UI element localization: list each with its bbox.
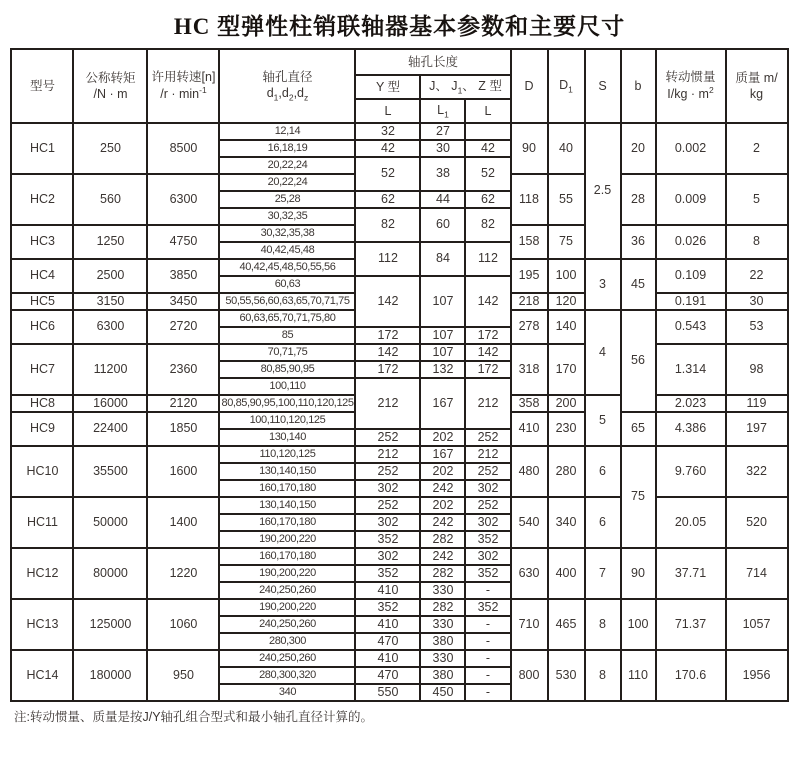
diameter-cell: 240,250,260 xyxy=(219,582,355,599)
table-cell: 20.05 xyxy=(656,497,726,548)
table-cell: 530 xyxy=(548,650,585,701)
table-cell: 158 xyxy=(511,225,548,259)
table-cell: 167 xyxy=(420,378,465,429)
col-header-mass: 质量 m/ kg xyxy=(726,49,788,123)
table-cell: 90 xyxy=(621,548,656,599)
model-cell: HC3 xyxy=(11,225,73,259)
col-header-D: D xyxy=(511,49,548,123)
table-cell: 62 xyxy=(465,191,510,208)
table-cell: 45 xyxy=(621,259,656,310)
table-cell: 1250 xyxy=(73,225,147,259)
diameter-cell: 50,55,56,60,63,65,70,71,75 xyxy=(219,293,355,310)
table-cell: 8 xyxy=(726,225,788,259)
diameter-cell: 20,22,24 xyxy=(219,157,355,174)
model-cell: HC2 xyxy=(11,174,73,225)
diameter-cell: 80,85,90,95 xyxy=(219,361,355,378)
table-cell: 450 xyxy=(420,684,465,701)
table-cell: 80000 xyxy=(73,548,147,599)
table-cell: 352 xyxy=(355,565,420,582)
table-cell: 318 xyxy=(511,344,548,395)
col-header-inertia: 转动惯量 $I/kg \cdot m^2$ xyxy=(656,49,726,123)
diameter-cell: 60,63,65,70,71,75,80 xyxy=(219,310,355,327)
model-cell: HC7 xyxy=(11,344,73,395)
table-cell: 8500 xyxy=(147,123,219,174)
table-cell: 380 xyxy=(420,667,465,684)
table-cell: 470 xyxy=(355,633,420,650)
table-cell: 1600 xyxy=(147,446,219,497)
table-cell: 358 xyxy=(511,395,548,412)
diameter-cell: 240,250,260 xyxy=(219,650,355,667)
col-header-diameter: 轴孔直径 $d_1,d_2,d_z$ xyxy=(219,49,355,123)
diameter-cell: 40,42,45,48 xyxy=(219,242,355,259)
table-cell: 44 xyxy=(420,191,465,208)
table-cell: 465 xyxy=(548,599,585,650)
col-header-S: S xyxy=(585,49,621,123)
table-cell: 100 xyxy=(621,599,656,650)
table-cell: 242 xyxy=(420,514,465,531)
table-cell: 38 xyxy=(420,157,465,191)
table-cell: 282 xyxy=(420,531,465,548)
table-cell: 0.026 xyxy=(656,225,726,259)
table-cell: 84 xyxy=(420,242,465,276)
table-cell: 195 xyxy=(511,259,548,293)
table-cell: 37.71 xyxy=(656,548,726,599)
table-cell: 352 xyxy=(465,565,510,582)
table-cell: 119 xyxy=(726,395,788,412)
table-cell: 32 xyxy=(355,123,420,140)
diameter-cell: 240,250,260 xyxy=(219,616,355,633)
table-cell: 322 xyxy=(726,446,788,497)
table-cell: 6300 xyxy=(73,310,147,344)
table-row xyxy=(11,548,787,565)
table-cell: 0.543 xyxy=(656,310,726,344)
table-cell: 1060 xyxy=(147,599,219,650)
table-cell: 400 xyxy=(548,548,585,599)
table-cell: 1.314 xyxy=(656,344,726,395)
diameter-cell: 160,170,180 xyxy=(219,548,355,565)
diameter-cell: 190,200,220 xyxy=(219,531,355,548)
table-cell: 470 xyxy=(355,667,420,684)
diameter-cell: 160,170,180 xyxy=(219,514,355,531)
table-cell: 36 xyxy=(621,225,656,259)
table-cell: 125000 xyxy=(73,599,147,650)
table-cell: 340 xyxy=(548,497,585,548)
diameter-cell: 40,42,45,48,50,55,56 xyxy=(219,259,355,276)
table-cell: 35500 xyxy=(73,446,147,497)
col-header-hole-length: 轴孔长度 xyxy=(355,49,510,75)
table-cell: 950 xyxy=(147,650,219,701)
table-cell: 212 xyxy=(355,446,420,463)
col-header-L-y: L xyxy=(355,99,420,123)
table-cell: 22400 xyxy=(73,412,147,446)
table-cell: 252 xyxy=(465,463,510,480)
table-cell: 282 xyxy=(420,565,465,582)
table-cell: 1220 xyxy=(147,548,219,599)
table-cell: 30 xyxy=(420,140,465,157)
table-cell: 16000 xyxy=(73,395,147,412)
table-cell: 1956 xyxy=(726,650,788,701)
diameter-cell: 130,140,150 xyxy=(219,497,355,514)
table-cell: 2120 xyxy=(147,395,219,412)
table-cell: 62 xyxy=(355,191,420,208)
table-row xyxy=(11,344,787,361)
diameter-cell: 85 xyxy=(219,327,355,344)
table-cell: 352 xyxy=(355,599,420,616)
diameter-cell: 130,140 xyxy=(219,429,355,446)
table-cell: 107 xyxy=(420,344,465,361)
table-cell: 112 xyxy=(355,242,420,276)
table-cell: 302 xyxy=(465,514,510,531)
table-header xyxy=(11,49,787,123)
model-cell: HC5 xyxy=(11,293,73,310)
table-cell: 3850 xyxy=(147,259,219,293)
table-cell: 550 xyxy=(355,684,420,701)
table-cell: 60 xyxy=(420,208,465,242)
diameter-cell: 340 xyxy=(219,684,355,701)
table-cell: 710 xyxy=(511,599,548,650)
model-cell: HC1 xyxy=(11,123,73,174)
table-cell: 40 xyxy=(548,123,585,174)
col-header-D1: $D_1$ xyxy=(548,49,585,123)
col-header-L-z: L xyxy=(465,99,510,123)
table-cell: 410 xyxy=(355,616,420,633)
table-cell xyxy=(465,123,510,140)
table-cell: 142 xyxy=(355,276,420,327)
table-cell: 167 xyxy=(420,446,465,463)
table-cell: 6 xyxy=(585,497,621,548)
table-cell: 480 xyxy=(511,446,548,497)
diameter-cell: 60,63 xyxy=(219,276,355,293)
table-cell: 22 xyxy=(726,259,788,293)
table-cell: 118 xyxy=(511,174,548,225)
diameter-cell: 160,170,180 xyxy=(219,480,355,497)
page-title: HC 型弹性柱销联轴器基本参数和主要尺寸 xyxy=(173,14,626,39)
model-cell: HC10 xyxy=(11,446,73,497)
table-cell: 352 xyxy=(465,531,510,548)
model-cell: HC13 xyxy=(11,599,73,650)
table-cell: 410 xyxy=(355,650,420,667)
diameter-cell: 280,300 xyxy=(219,633,355,650)
table-cell: 250 xyxy=(73,123,147,174)
table-cell: 302 xyxy=(465,480,510,497)
table-cell: 0.002 xyxy=(656,123,726,174)
diameter-cell: 100,110,120,125 xyxy=(219,412,355,429)
table-cell: 212 xyxy=(465,378,510,429)
table-cell: 172 xyxy=(465,327,510,344)
diameter-cell: 25,28 xyxy=(219,191,355,208)
table-cell: 218 xyxy=(511,293,548,310)
table-cell: 252 xyxy=(355,497,420,514)
table-cell: 55 xyxy=(548,174,585,225)
table-cell: 352 xyxy=(465,599,510,616)
table-cell: 180000 xyxy=(73,650,147,701)
col-header-b: b xyxy=(621,49,656,123)
table-cell: 410 xyxy=(355,582,420,599)
table-row xyxy=(11,123,787,140)
table-cell: 302 xyxy=(355,480,420,497)
table-cell: 242 xyxy=(420,480,465,497)
model-cell: HC11 xyxy=(11,497,73,548)
table-cell: 112 xyxy=(465,242,510,276)
table-cell: 82 xyxy=(465,208,510,242)
table-cell: 630 xyxy=(511,548,548,599)
table-cell: 7 xyxy=(585,548,621,599)
table-cell: 1400 xyxy=(147,497,219,548)
table-cell: 540 xyxy=(511,497,548,548)
diameter-cell: 100,110 xyxy=(219,378,355,395)
model-cell: HC12 xyxy=(11,548,73,599)
col-header-torque: 公称转矩 /N · m xyxy=(73,49,147,123)
diameter-cell: 16,18,19 xyxy=(219,140,355,157)
table-cell: - xyxy=(465,616,510,633)
table-cell: 82 xyxy=(355,208,420,242)
table-cell: 30 xyxy=(726,293,788,310)
table-cell: 200 xyxy=(548,395,585,412)
table-cell: 282 xyxy=(420,599,465,616)
model-cell: HC4 xyxy=(11,259,73,293)
table-row xyxy=(11,599,787,616)
table-cell: 252 xyxy=(465,429,510,446)
table-cell: 330 xyxy=(420,582,465,599)
table-cell: 107 xyxy=(420,276,465,327)
table-cell: 42 xyxy=(355,140,420,157)
model-cell: HC9 xyxy=(11,412,73,446)
table-cell: 0.109 xyxy=(656,259,726,293)
table-cell: 53 xyxy=(726,310,788,344)
diameter-cell: 110,120,125 xyxy=(219,446,355,463)
table-cell: 172 xyxy=(355,327,420,344)
table-cell: 9.760 xyxy=(656,446,726,497)
diameter-cell: 190,200,220 xyxy=(219,599,355,616)
table-cell: 2.5 xyxy=(585,123,621,259)
table-cell: 6300 xyxy=(147,174,219,225)
table-cell: 2360 xyxy=(147,344,219,395)
table-body xyxy=(11,123,787,701)
table-cell: - xyxy=(465,633,510,650)
col-header-L1: $L_1$ xyxy=(420,99,465,123)
table-cell: 278 xyxy=(511,310,548,344)
table-cell: 8 xyxy=(585,650,621,701)
table-cell: 330 xyxy=(420,650,465,667)
table-cell: 120 xyxy=(548,293,585,310)
table-cell: - xyxy=(465,667,510,684)
model-cell: HC8 xyxy=(11,395,73,412)
table-cell: 170 xyxy=(548,344,585,395)
table-cell: 202 xyxy=(420,497,465,514)
table-cell: 2 xyxy=(726,123,788,174)
table-row xyxy=(11,497,787,514)
table-cell: 280 xyxy=(548,446,585,497)
model-cell: HC14 xyxy=(11,650,73,701)
table-cell: 5 xyxy=(585,395,621,446)
table-cell: 2.023 xyxy=(656,395,726,412)
table-cell: 2720 xyxy=(147,310,219,344)
table-cell: 8 xyxy=(585,599,621,650)
table-cell: 42 xyxy=(465,140,510,157)
table-row xyxy=(11,446,787,463)
table-cell: 6 xyxy=(585,446,621,497)
table-cell: 252 xyxy=(465,497,510,514)
table-cell: 212 xyxy=(465,446,510,463)
coupling-spec-table xyxy=(10,48,788,702)
model-cell: HC6 xyxy=(11,310,73,344)
col-header-y-type: Y 型 xyxy=(355,75,420,99)
table-cell: 75 xyxy=(621,446,656,548)
diameter-cell: 30,32,35,38 xyxy=(219,225,355,242)
diameter-cell: 80,85,90,95,100,110,120,125 xyxy=(219,395,355,412)
table-cell: 52 xyxy=(465,157,510,191)
table-cell: 28 xyxy=(621,174,656,225)
table-cell: 0.009 xyxy=(656,174,726,225)
table-cell: 1057 xyxy=(726,599,788,650)
table-cell: 252 xyxy=(355,463,420,480)
table-cell: 380 xyxy=(420,633,465,650)
table-cell: 11200 xyxy=(73,344,147,395)
table-cell: 197 xyxy=(726,412,788,446)
table-cell: 75 xyxy=(548,225,585,259)
table-cell: 110 xyxy=(621,650,656,701)
table-cell: 4750 xyxy=(147,225,219,259)
diameter-cell: 70,71,75 xyxy=(219,344,355,361)
table-cell: - xyxy=(465,582,510,599)
table-cell: - xyxy=(465,650,510,667)
table-cell: 302 xyxy=(355,548,420,565)
table-cell: 230 xyxy=(548,412,585,446)
table-row xyxy=(11,650,787,667)
table-cell: 1850 xyxy=(147,412,219,446)
table-cell: 90 xyxy=(511,123,548,174)
table-cell: 714 xyxy=(726,548,788,599)
table-cell: 4.386 xyxy=(656,412,726,446)
col-header-speed: 许用转速[n] $/r \cdot \min^{-1}$ xyxy=(147,49,219,123)
table-cell: 330 xyxy=(420,616,465,633)
table-cell: 170.6 xyxy=(656,650,726,701)
table-cell: 302 xyxy=(465,548,510,565)
table-cell: 71.37 xyxy=(656,599,726,650)
table-cell: 142 xyxy=(465,344,510,361)
table-cell: 27 xyxy=(420,123,465,140)
table-cell: 142 xyxy=(355,344,420,361)
table-cell: 410 xyxy=(511,412,548,446)
diameter-cell: 20,22,24 xyxy=(219,174,355,191)
table-cell: 50000 xyxy=(73,497,147,548)
table-cell: 520 xyxy=(726,497,788,548)
table-cell: 3150 xyxy=(73,293,147,310)
table-cell: 132 xyxy=(420,361,465,378)
table-cell: 202 xyxy=(420,463,465,480)
table-cell: 302 xyxy=(355,514,420,531)
table-cell: 140 xyxy=(548,310,585,344)
table-cell: 202 xyxy=(420,429,465,446)
table-cell: 800 xyxy=(511,650,548,701)
table-cell: 172 xyxy=(465,361,510,378)
diameter-cell: 12,14 xyxy=(219,123,355,140)
table-cell: 4 xyxy=(585,310,621,395)
table-cell: 0.191 xyxy=(656,293,726,310)
table-cell: 100 xyxy=(548,259,585,293)
table-cell: 252 xyxy=(355,429,420,446)
table-cell: 3 xyxy=(585,259,621,310)
table-cell: 5 xyxy=(726,174,788,225)
table-cell: 52 xyxy=(355,157,420,191)
table-cell: 242 xyxy=(420,548,465,565)
table-cell: 3450 xyxy=(147,293,219,310)
table-cell: 560 xyxy=(73,174,147,225)
diameter-cell: 280,300,320 xyxy=(219,667,355,684)
table-cell: 212 xyxy=(355,378,420,429)
footnote: 注:转动惯量、质量是按J/Y轴孔组合型式和最小轴孔直径计算的。 xyxy=(14,710,374,724)
table-cell: 352 xyxy=(355,531,420,548)
col-header-jz-type: J、 $J_1$、 Z 型 xyxy=(420,75,510,99)
diameter-cell: 130,140,150 xyxy=(219,463,355,480)
table-cell: 98 xyxy=(726,344,788,395)
table-cell: 107 xyxy=(420,327,465,344)
table-cell: - xyxy=(465,684,510,701)
diameter-cell: 30,32,35 xyxy=(219,208,355,225)
table-cell: 20 xyxy=(621,123,656,174)
diameter-cell: 190,200,220 xyxy=(219,565,355,582)
col-header-model: 型号 xyxy=(11,49,73,123)
table-cell: 65 xyxy=(621,412,656,446)
table-cell: 56 xyxy=(621,310,656,412)
table-cell: 2500 xyxy=(73,259,147,293)
table-cell: 172 xyxy=(355,361,420,378)
table-cell: 142 xyxy=(465,276,510,327)
